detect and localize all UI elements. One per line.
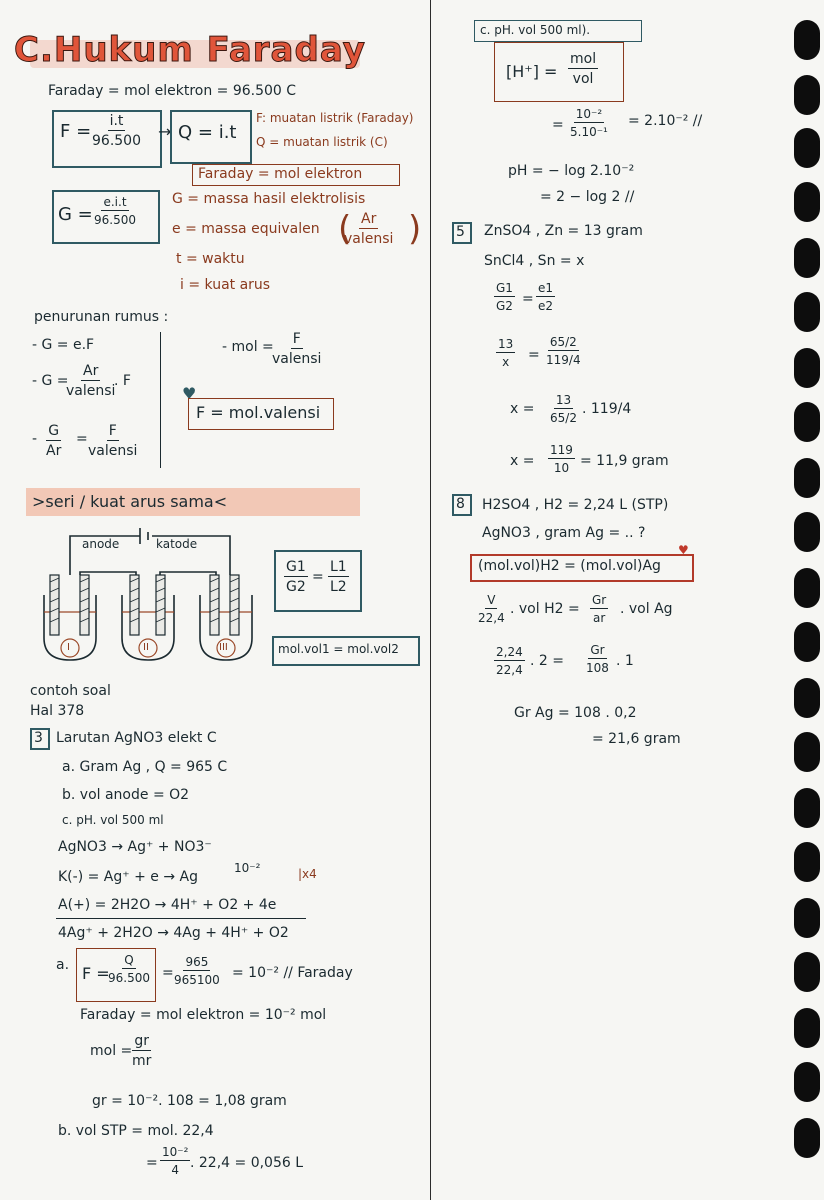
q5-x1-num: 13 [555, 393, 572, 407]
spiral-hole [794, 898, 820, 938]
q8-step2-fraction2 [586, 644, 609, 674]
reaction-4: 4Ag⁺ + 2H2O → 4Ag + 4H⁺ + O2 [58, 925, 289, 941]
mol-derivation-num: F [292, 331, 301, 347]
spiral-hole [794, 75, 820, 115]
h-eq-num: 10⁻² [575, 107, 603, 121]
q8-step1-fraction [478, 594, 505, 624]
derivation-3-dash: - [32, 431, 38, 447]
solution-eq1-den: 965100 [174, 973, 220, 987]
q8-step1-num2: Gr [592, 593, 607, 607]
q5-text: ZnSO4 , Zn = 13 gram [484, 223, 643, 239]
solution-f-fraction [108, 954, 150, 984]
page-title: C.Hukum Faraday [14, 30, 366, 70]
q5-sub-rhs [546, 336, 581, 366]
derivation-2-num: Ar [83, 363, 99, 379]
solution-b2-num: 10⁻² [162, 1145, 189, 1159]
reaction-sum-line [56, 918, 306, 919]
solution-eq1-rest: = 10⁻² // Faraday [232, 965, 353, 981]
h-eq-sign: = [552, 117, 564, 133]
ratio-g-num: G1 [286, 559, 306, 575]
derivation-3-rhs [88, 424, 137, 458]
q8-step2-den: 22,4 [496, 663, 523, 677]
q8-step1-fraction2 [590, 594, 608, 624]
reaction-2-times4: |x4 [298, 867, 317, 881]
h-formula-num: mol [570, 51, 597, 67]
g-formula-den: 96.500 [94, 213, 136, 227]
e-fraction-num: Ar [361, 211, 377, 227]
mol-derivation-fraction [272, 332, 321, 366]
ratio-l-fraction [328, 560, 349, 594]
spiral-hole [794, 842, 820, 882]
i-description: i = kuat arus [180, 277, 271, 293]
spiral-hole [794, 678, 820, 718]
solution-a-label: a. [56, 957, 70, 973]
t-description: t = waktu [176, 251, 245, 267]
f-description: F: muatan listrik (Faraday) [256, 111, 414, 125]
derivation-2-den: valensi [66, 383, 116, 399]
derivation-3-num: G [48, 423, 60, 439]
ph-line-2: = 2 − log 2 // [540, 189, 635, 205]
spiral-hole [794, 458, 820, 498]
c-heading: c. pH. vol 500 ml). [480, 23, 591, 37]
g-formula-fraction [94, 196, 136, 226]
solution-f-lhs: F = [82, 964, 110, 983]
g-formula-num: e.i.t [103, 195, 127, 209]
solution-f-den: 96.500 [108, 971, 150, 985]
solution-eq1-num: 965 [185, 955, 209, 969]
q8-step2-mid: . 2 = [530, 653, 564, 669]
q5-ratio-e-num: e1 [538, 281, 554, 295]
derivation-2-rhs: . F [114, 373, 131, 389]
solution-eq: = [162, 965, 174, 981]
heart-icon: ♥ [182, 384, 197, 403]
mol-derivation-lhs: - mol = [222, 339, 274, 355]
ratio-g-fraction [284, 560, 308, 594]
q8-step2-den2: 108 [586, 661, 609, 675]
derivation-1: - G = e.F [32, 337, 95, 353]
q5-ratio-e-den: e2 [538, 299, 554, 313]
solution-b: b. vol STP = mol. 22,4 [58, 1123, 214, 1139]
cell-label-1: I [67, 642, 70, 653]
spiral-hole [794, 128, 820, 168]
spiral-hole [794, 732, 820, 772]
derivation-divider [160, 332, 161, 468]
cell-label-3: III [219, 642, 228, 653]
katode-label: katode [156, 537, 198, 551]
arrow-to-q: → [158, 122, 172, 141]
q5-x2-fraction [548, 444, 575, 474]
ratio-l-num: L1 [330, 559, 347, 575]
q5-sub-lhs [496, 338, 515, 368]
q5-ratio-g-den: G2 [496, 299, 513, 313]
example-page: Hal 378 [30, 703, 85, 719]
h-eq-den: 5.10⁻¹ [570, 125, 608, 139]
q5-text-b: SnCl4 , Sn = x [484, 253, 585, 269]
spiral-hole [794, 952, 820, 992]
q8-step1-mid: . vol H2 = [510, 601, 580, 617]
q-description: Q = muatan listrik (C) [256, 135, 388, 149]
q5-ratio-g-num: G1 [496, 281, 513, 295]
derivation-3-den2: valensi [88, 443, 138, 459]
derivation-3-eq: = [76, 431, 88, 447]
spiral-hole [794, 622, 820, 662]
ratio-l-den: L2 [330, 579, 347, 595]
electrolysis-diagram [30, 520, 270, 670]
q5-sub-eq: = [528, 347, 540, 363]
spiral-hole [794, 20, 820, 60]
center-divider [430, 0, 431, 1200]
boxed-note: Faraday = mol elektron [198, 166, 363, 182]
example-heading: contoh soal [30, 683, 111, 699]
solution-faraday-electron: Faraday = mol elektron = 10⁻² mol [80, 1007, 327, 1023]
q5-x1-den: 65/2 [550, 411, 577, 425]
q8-step1-den: 22,4 [478, 611, 505, 625]
ratio-eq: = [312, 569, 324, 585]
solution-b2-fraction [160, 1146, 190, 1176]
q3-part-c: c. pH. vol 500 ml [62, 813, 164, 827]
e-paren-close: ) [408, 209, 422, 249]
h-eq-fraction [570, 108, 608, 138]
h-formula-den: vol [572, 71, 594, 87]
q5-x2-num: 119 [550, 443, 573, 457]
h-eq-rest: = 2.10⁻² // [628, 113, 703, 129]
spiral-hole [794, 568, 820, 608]
q5-ratio-g [494, 282, 515, 312]
h-formula-lhs: [H⁺] = [506, 62, 558, 81]
solution-mol-fraction [132, 1034, 151, 1068]
spiral-hole [794, 1008, 820, 1048]
q3-part-a: a. Gram Ag , Q = 965 C [62, 759, 228, 775]
q5-ratio-e [536, 282, 555, 312]
solution-gram: gr = 10⁻². 108 = 1,08 gram [92, 1093, 287, 1109]
derivation-3-num2: F [108, 423, 117, 439]
cell-label-2: II [143, 642, 149, 653]
spiral-hole [794, 348, 820, 388]
reaction-2-exp: 10⁻² [234, 861, 261, 875]
q5-x1-fraction [550, 394, 577, 424]
molvol-equation: mol.vol1 = mol.vol2 [278, 642, 399, 656]
spiral-hole [794, 182, 820, 222]
q8-text: H2SO4 , H2 = 2,24 L (STP) [482, 497, 669, 513]
q3-part-b: b. vol anode = O2 [62, 787, 190, 803]
q8-step2-num: 2,24 [496, 645, 523, 659]
q8-step2-rest: . 1 [616, 653, 634, 669]
seri-heading: >seri / kuat arus sama< [32, 492, 228, 511]
e-paren-open: ( [338, 209, 352, 249]
q8-step3: Gr Ag = 108 . 0,2 [514, 705, 637, 721]
e-fraction [344, 212, 393, 246]
q5-x1-lhs: x = [510, 401, 535, 417]
q5-ratio-eq: = [522, 291, 534, 307]
q5-x2-den: 10 [553, 461, 570, 475]
anode-label: anode [82, 537, 120, 551]
q3-number: 3 [34, 730, 43, 746]
f-formula-den: 96.500 [92, 133, 141, 149]
solution-mol-num: gr [134, 1033, 150, 1049]
q-formula: Q = i.t [178, 122, 237, 143]
f-formula-lhs: F = [60, 121, 92, 142]
g-formula-lhs: G = [58, 204, 93, 225]
spiral-hole [794, 1062, 820, 1102]
mol-derivation-den: valensi [272, 351, 322, 367]
q5-x1-rest: . 119/4 [582, 401, 632, 417]
solution-b2-den: 4 [171, 1163, 180, 1177]
solution-mol-lhs: mol = [90, 1043, 133, 1059]
q8-step1-num: V [487, 593, 496, 607]
h-formula-fraction [568, 52, 598, 86]
spiral-hole [794, 788, 820, 828]
ratio-g-den: G2 [286, 579, 306, 595]
g-description: G = massa hasil elektrolisis [172, 191, 366, 207]
q8-step2-fraction [494, 646, 525, 676]
q8-step4: = 21,6 gram [592, 731, 681, 747]
solution-mol-den: mr [132, 1053, 152, 1069]
e-description: e = massa equivalen [172, 221, 320, 237]
faraday-definition: Faraday = mol elektron = 96.500 C [48, 83, 297, 99]
reaction-3: A(+) = 2H2O → 4H⁺ + O2 + 4e [58, 897, 277, 913]
derivation-heading: penurunan rumus : [34, 309, 169, 325]
f-formula-fraction [92, 114, 141, 148]
q5-sub-den2: 119/4 [546, 353, 581, 367]
q8-box-text: (mol.vol)H2 = (mol.vol)Ag [478, 558, 661, 574]
q5-x2-rest: = 11,9 gram [580, 453, 669, 469]
q8-step1-rest: . vol Ag [620, 601, 673, 617]
spiral-hole [794, 512, 820, 552]
q8-text-b: AgNO3 , gram Ag = .. ? [482, 525, 646, 541]
q8-heart-icon: ♥ [678, 543, 689, 557]
q8-number: 8 [456, 496, 465, 512]
derivation-2-fraction [66, 364, 115, 398]
f-formula-num: i.t [109, 113, 124, 129]
q5-sub-num1: 13 [498, 337, 514, 351]
spiral-hole [794, 238, 820, 278]
solution-b2-rest: . 22,4 = 0,056 L [190, 1155, 304, 1171]
derivation-2-lhs: - G = [32, 373, 69, 389]
q5-sub-den1: x [502, 355, 510, 369]
spiral-hole [794, 1118, 820, 1158]
spiral-hole [794, 402, 820, 442]
reaction-2: K(-) = Ag⁺ + e → Ag [58, 869, 198, 885]
ph-line-1: pH = − log 2.10⁻² [508, 163, 635, 179]
derivation-3-den: Ar [46, 443, 62, 459]
derivation-3-lhs [46, 424, 61, 458]
reaction-1: AgNO3 → Ag⁺ + NO3⁻ [58, 839, 212, 855]
q3-text: Larutan AgNO3 elekt C [56, 730, 217, 746]
e-fraction-den: valensi [344, 231, 394, 247]
q5-sub-num2: 65/2 [549, 335, 577, 349]
q5-number: 5 [456, 224, 465, 240]
solution-eq1-fraction [174, 956, 220, 986]
f-mol-valensi: F = mol.valensi [196, 403, 321, 422]
spiral-hole [794, 292, 820, 332]
solution-b2-eq: = [146, 1155, 158, 1171]
solution-f-num: Q [124, 953, 134, 967]
q5-x2-lhs: x = [510, 453, 535, 469]
q8-step1-den2: ar [592, 611, 606, 625]
q8-step2-num2: Gr [590, 643, 605, 657]
